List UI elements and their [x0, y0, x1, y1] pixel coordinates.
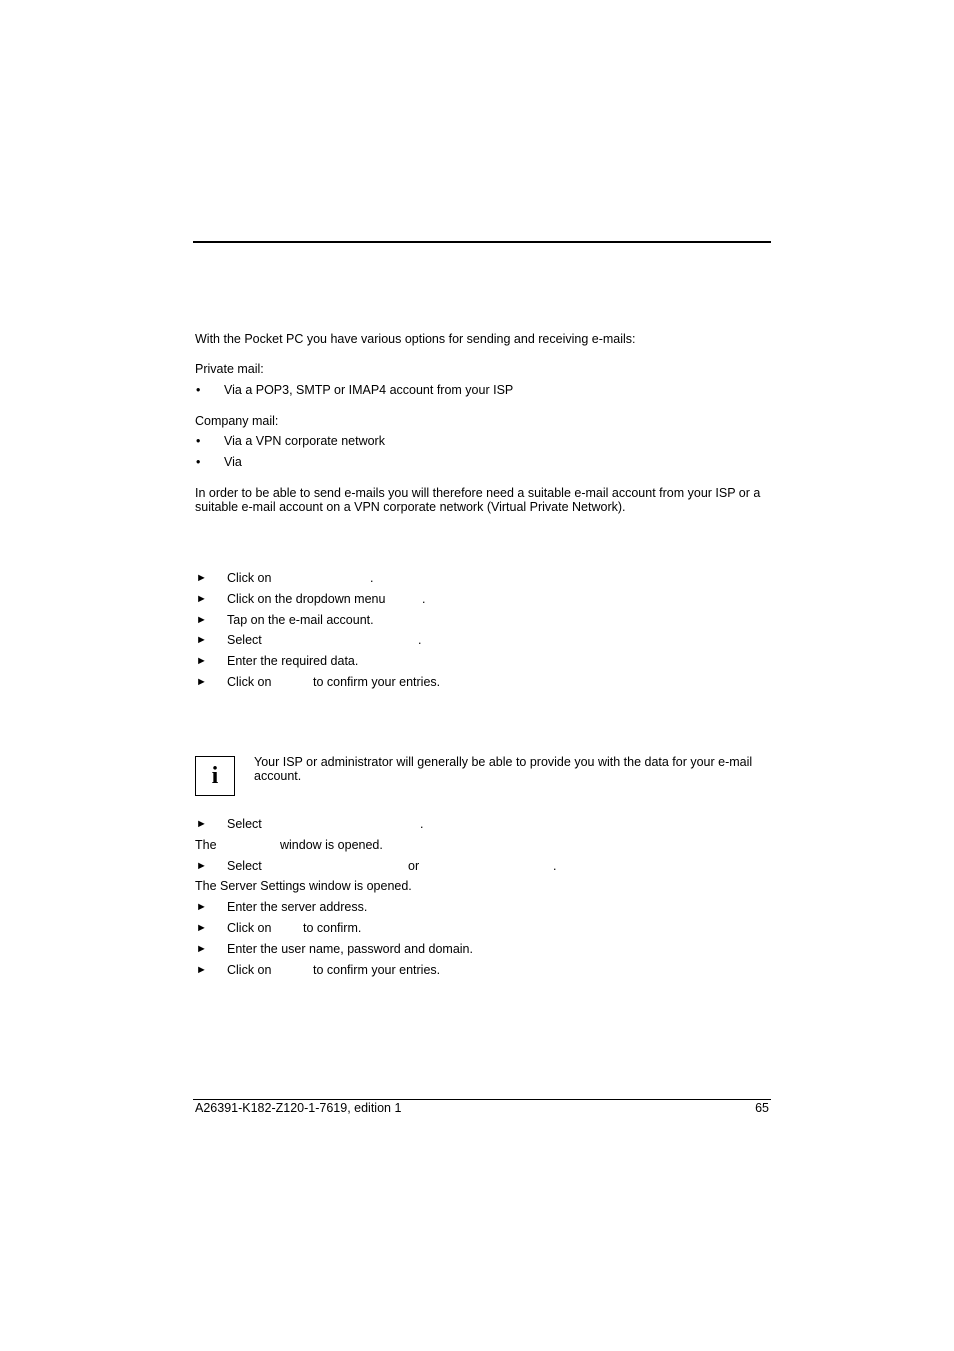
arrow-icon: ►	[196, 818, 207, 830]
bullet-icon: •	[196, 455, 201, 469]
private-mail-item: Via a POP3, SMTP or IMAP4 account from your ISP	[224, 383, 514, 397]
result-text-prefix: The	[195, 838, 217, 852]
result-text-suffix: window is opened.	[280, 838, 383, 852]
arrow-icon: ►	[196, 964, 207, 976]
step1-text: Click on	[227, 571, 272, 585]
header-rule	[193, 241, 771, 243]
step-credentials: Enter the user name, password and domain.	[227, 942, 473, 956]
arrow-icon: ►	[196, 943, 207, 955]
step3-text: Tap on the e-mail account.	[227, 613, 374, 627]
company-mail-item-via: Via	[224, 455, 242, 469]
step-final-suffix: to confirm your entries.	[313, 963, 441, 977]
step-select2-text: Select	[227, 859, 262, 873]
info-icon: i	[195, 756, 235, 796]
arrow-icon: ►	[196, 572, 207, 584]
bullet-icon: •	[196, 434, 201, 448]
company-mail-heading: Company mail:	[195, 414, 279, 428]
arrow-icon: ►	[196, 860, 207, 872]
step-server-address: Enter the server address.	[227, 900, 368, 914]
step-confirm-suffix: to confirm.	[303, 921, 362, 935]
company-mail-item-vpn: Via a VPN corporate network	[224, 434, 385, 448]
step2-text: Click on the dropdown menu	[227, 592, 386, 606]
step4-suffix: .	[418, 633, 422, 647]
info-text: Your ISP or administrator will generally be able to provide you with the data for your e-mail account.	[254, 755, 753, 783]
step6-suffix: to confirm your entries.	[313, 675, 441, 689]
result-server-settings: The Server Settings window is opened.	[195, 879, 412, 893]
arrow-icon: ►	[196, 614, 207, 626]
step1-suffix: .	[370, 571, 374, 585]
step5-text: Enter the required data.	[227, 654, 359, 668]
requirement-text: In order to be able to send e-mails you will therefore need a suitable e-mail account from your ISP or a suitable e-mail account on a VPN corporate network (Virtual Private Network).	[195, 486, 761, 514]
step6-text: Click on	[227, 675, 272, 689]
step-select-text: Select	[227, 817, 262, 831]
arrow-icon: ►	[196, 676, 207, 688]
arrow-icon: ►	[196, 922, 207, 934]
step-select2-or: or	[408, 859, 420, 873]
step-select2-suffix: .	[553, 859, 557, 873]
arrow-icon: ►	[196, 655, 207, 667]
footer-rule	[193, 1099, 771, 1100]
step4-text: Select	[227, 633, 262, 647]
step-select-suffix: .	[420, 817, 424, 831]
page-number: 65	[755, 1101, 769, 1115]
arrow-icon: ►	[196, 593, 207, 605]
bullet-icon: •	[196, 383, 201, 397]
footer-doc-id: A26391-K182-Z120-1-7619, edition 1	[195, 1101, 402, 1115]
step-final-text: Click on	[227, 963, 272, 977]
private-mail-heading: Private mail:	[195, 362, 264, 376]
intro-text: With the Pocket PC you have various options for sending and receiving e-mails:	[195, 332, 636, 346]
step2-suffix: .	[422, 592, 426, 606]
arrow-icon: ►	[196, 634, 207, 646]
arrow-icon: ►	[196, 901, 207, 913]
step-confirm-text: Click on	[227, 921, 272, 935]
